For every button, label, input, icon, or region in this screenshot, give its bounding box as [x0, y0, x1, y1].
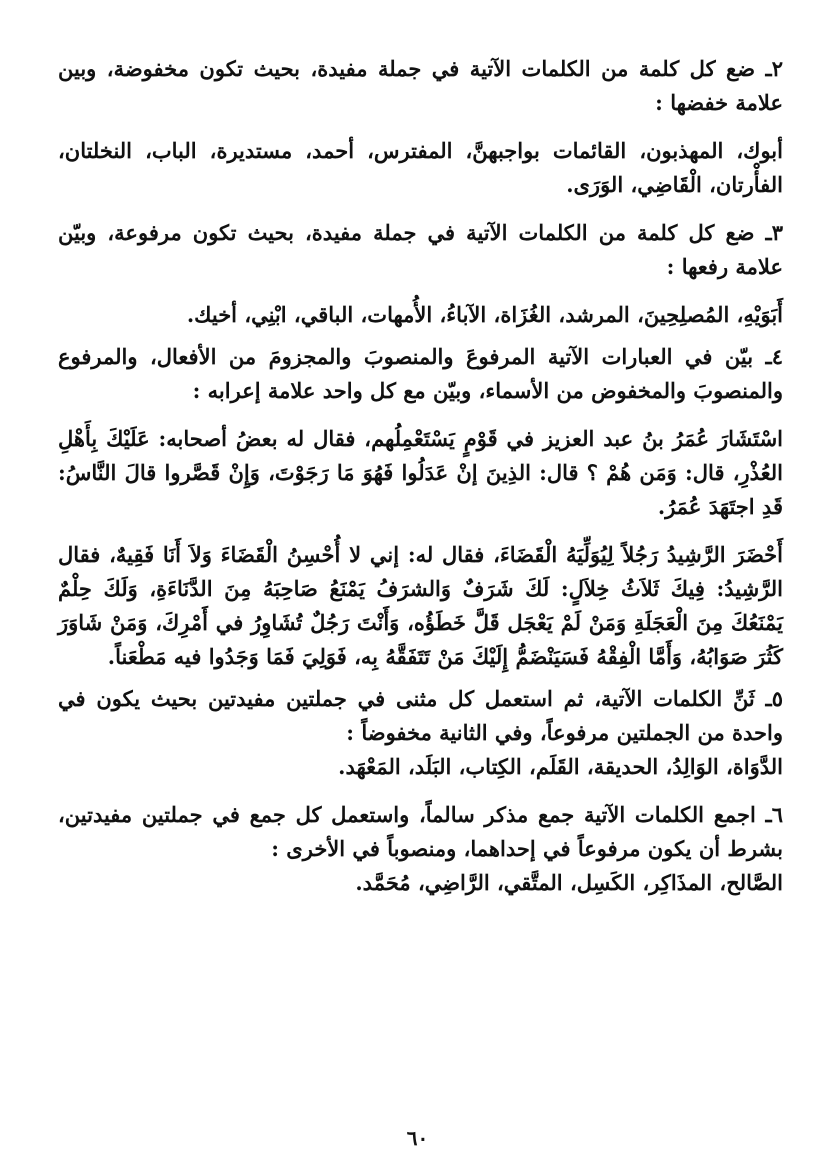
exercise-6-heading: ٦ـ اجمع الكلمات الآتية جمع مذكر سالماً، واستعمل كل جمع في جملتين مفيدتين، بشرط أن يكون مرفوعاً في إحداهما، ومنصوباً في الأخرى :	[58, 802, 783, 861]
exercise-6-words: الصَّالح، المذَاكِر، الكَسِل، المتَّقي، الرَّاضِي، مُحَمَّد.	[355, 870, 783, 895]
exercise-5-heading: ٥ـ ثَنِّ الكلمات الآتية، ثم استعمل كل مثنى في جملتين مفيدتين بحيث يكون في واحدة من الجملتين مرفوعاً، وفي الثانية مخفوضاً :	[58, 686, 783, 745]
exercise-2-heading: ٢ـ ضع كل كلمة من الكلمات الآتية في جملة مفيدة، بحيث تكون مخفوضة، وبين علامة خفضها :	[58, 56, 783, 115]
exercise-4-heading: ٤ـ بيّن في العبارات الآتية المرفوعَ والمنصوبَ والمجزومَ من الأفعال، والمرفوع والمنصوبَ والمخفوض من الأسماء، وبيّن مع كل واحد علامة إعرابه :	[58, 344, 783, 403]
exercise-3-words: أَبَوَيْهِ، المُصلِحِينَ، المرشد، الغُزَاة، الآباءُ، الأُمهات، الباقي، ابْنِي، أخيك.	[186, 302, 783, 327]
exercise-5-words: الدَّوَاة، الوَالِدُ، الحديقة، القَلَم، الكِتاب، البَلَد، المَعْهَد.	[338, 754, 783, 779]
exercise-2-words: أبوك، المهذبون، القائمات بواجبهنَّ، المفترس، أحمد، مستديرة، الباب، النخلتان، الفأْرتان، الْقَاضِي، الوَرَى.	[58, 138, 783, 197]
page-number: ٦٠	[406, 1126, 429, 1150]
exercise-4-passage-2: أَحْضَرَ الرَّشِيدُ رَجُلاً لِيُوَلِّيَهُ الْقَضَاءَ، فقال له: إني لا أُحْسِنُ الْقَضَاءَ وَلاَ أَنَا فَقِيهٌ، فقال الرَّشِيدُ: فِيكَ ثَلاَثُ خِلاَلٍ: لَكَ شَرَفٌ وَالشرَفُ يَمْنَعُ صَاحِبَهُ مِنَ الدَّنَاءَةِ، وَلَكَ حِلْمٌ يَمْنَعُكَ مِنَ الْعَجَلَةِ وَمَنْ لَمْ يَعْجَل قَلَّ خَطَؤُه، وَأَنْتَ رَجُلٌ تُشَاوِرُ في أَمْرِكَ، وَمَنْ شَاوَرَ كَثُرَ صَوَابُهُ، وَأَمَّا الْفِقْهُ فَسَيَنْضَمُّ إِلَيْكَ مَنْ تَتَفَقَّهُ بِه، فَوَلِيَ فَمَا وَجَدُوا فيه مَطْعَناً.	[58, 542, 783, 669]
exercise-4-passage-1: اسْتَشَارَ عُمَرُ بنُ عبد العزيز في قَوْمٍ يَسْتَعْمِلُهم، فقال له بعضُ أصحابه: عَلَيْكَ بِأَهْلِ العُذْرِ، قال: وَمَن هُمْ ؟ قال: الذِينَ إنْ عَدَلُوا فَهُوَ مَا رَجَوْتَ، وَإِنْ قَصَّروا قالَ النَّاسُ: قَدِ اجتَهَدَ عُمَرُ.	[58, 426, 783, 519]
exercise-3-heading: ٣ـ ضع كل كلمة من الكلمات الآتية في جملة مفيدة، بحيث تكون مرفوعة، وبيّن علامة رفعها :	[58, 220, 783, 279]
